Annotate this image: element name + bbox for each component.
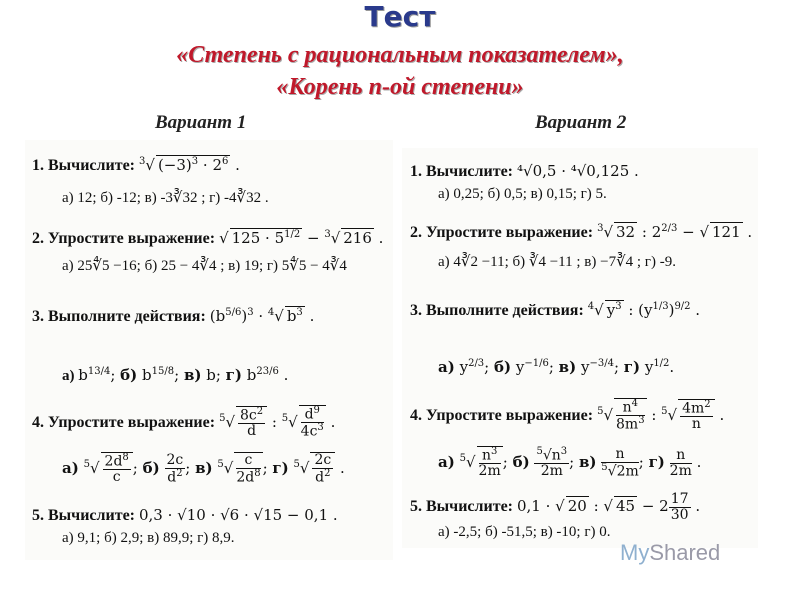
v2-q4 xyxy=(410,398,724,433)
page-subtitle-line2: «Корень n-ой степени» xyxy=(276,74,524,100)
v1-q5-answers: а) 9,1; б) 2,9; в) 89,9; г) 8,9. xyxy=(62,530,235,546)
v2-q2-label: 2. Упростите выражение: xyxy=(410,224,594,241)
v2-q3-expr: $^4$√ $y^3$ : $(y^{1/3})^{9/2}$ . xyxy=(587,301,701,319)
v1-q2-label: 2. Упростите выражение: xyxy=(32,230,216,247)
v2-q3 xyxy=(410,300,700,320)
variant2-panel xyxy=(402,148,758,548)
v1-q4-answers: а) $^5$√ $\frac{2d^8}{c}$ ; б) $\frac{2c}{d^2}$ ; в) $^5$√ $\frac{c}{2d^8}$ ; г) $^5$√ $\frac{2c}{d^2}$ . xyxy=(62,452,345,486)
v2-q3-label: 3. Выполните действия: xyxy=(410,302,584,319)
v1-q4-label: 4. Упростите выражение: xyxy=(32,413,216,431)
v2-q3-answers: а) $y^{2/3}$; б) $y^{-1/6}$; в) $y^{-3/4}$; г) $y^{1/2}$. xyxy=(438,358,675,376)
v2-q2 xyxy=(410,222,752,242)
v2-q1 xyxy=(410,162,639,181)
v1-q5-expr: 0,3 · √10 · √6 · √15 − 0,1 . xyxy=(139,506,338,524)
v2-q5 xyxy=(410,492,700,522)
v1-q1 xyxy=(32,155,240,175)
v2-q4-answers: а) $^5$√ $\frac{n^3}{2m}$ ; б) $\frac{^5√n^3}{2m}$ ; в) $\frac{n}{^5√2m}$ ; г) $\frac{n}{2m}$ . xyxy=(438,446,702,480)
v1-q4 xyxy=(32,405,335,440)
v1-q3-label: 3. Выполните действия: xyxy=(32,308,206,325)
v1-q1-expr: $^3$√ $(-3)^3 \cdot 2^6$ . xyxy=(139,156,240,174)
variant2-heading: Вариант 2 xyxy=(535,112,627,133)
page-title: Тест xyxy=(364,0,436,33)
v2-q5-label: 5. Вычислите: xyxy=(410,498,513,516)
v1-q1-label: 1. Вычислите: xyxy=(32,157,135,174)
page-subtitle-line1: «Степень с рациональным показателем», xyxy=(176,42,624,68)
myshared-logo: MyShared xyxy=(620,540,721,565)
v2-q5-expr: 0,1 · √ 20 : √ 45 − 2 $\frac{17}{30}$ . xyxy=(517,491,701,523)
v1-q2-expr: √ $125 \cdot 5^{1/2} - ^3√$ 216 . xyxy=(219,229,384,247)
v2-q4-label: 4. Упростите выражение: xyxy=(410,406,594,424)
v1-q1-answers: а) 12; б) -12; в) -3∛32 ; г) -4∛32 . xyxy=(62,190,269,206)
v2-q2-expr: $^3$√ 32 : $2^{2/3}$ − √ 121 . xyxy=(597,223,753,241)
v2-q1-label: 1. Вычислите: xyxy=(410,163,513,180)
v1-q5 xyxy=(32,506,338,525)
v2-q1-expr: ⁴√0,5 · ⁴√0,125 . xyxy=(517,162,639,180)
v1-q5-label: 5. Вычислите: xyxy=(32,507,135,524)
v1-q2-answers: а) 25∜5 −16; б) 25 − 4∛4 ; в) 19; г) 5∜5 − 4∛4 xyxy=(62,258,347,274)
v2-q2-answers: а) 4∛2 −11; б) ∛4 −11 ; в) −7∛4 ; г) -9. xyxy=(438,254,676,270)
v1-q3-answers: а) $b^{13/4}$; б) $b^{15/8}$; в) b; г) $b^{23/6}$ . xyxy=(62,366,289,384)
v1-q4-expr: $^5$√ $\frac{8c^2}{d}$ : $^5$√ $\frac{d^9}{4c^3}$ . xyxy=(219,405,336,440)
v1-q3 xyxy=(32,306,314,326)
v1-q3-expr: $(b^{5/6})^3 \cdot ^4√$ $b^3$ . xyxy=(209,307,315,325)
v1-q2 xyxy=(32,228,383,248)
variant1-heading: Вариант 1 xyxy=(155,112,247,133)
v2-q5-answers: а) -2,5; б) -51,5; в) -10; г) 0. xyxy=(438,524,611,540)
v2-q4-expr: $^5$√ $\frac{n^4}{8m^3}$ : $^5$√ $\frac{4m^2}{n}$ . xyxy=(597,398,725,433)
v2-q1-answers: а) 0,25; б) 0,5; в) 0,15; г) 5. xyxy=(438,186,607,202)
